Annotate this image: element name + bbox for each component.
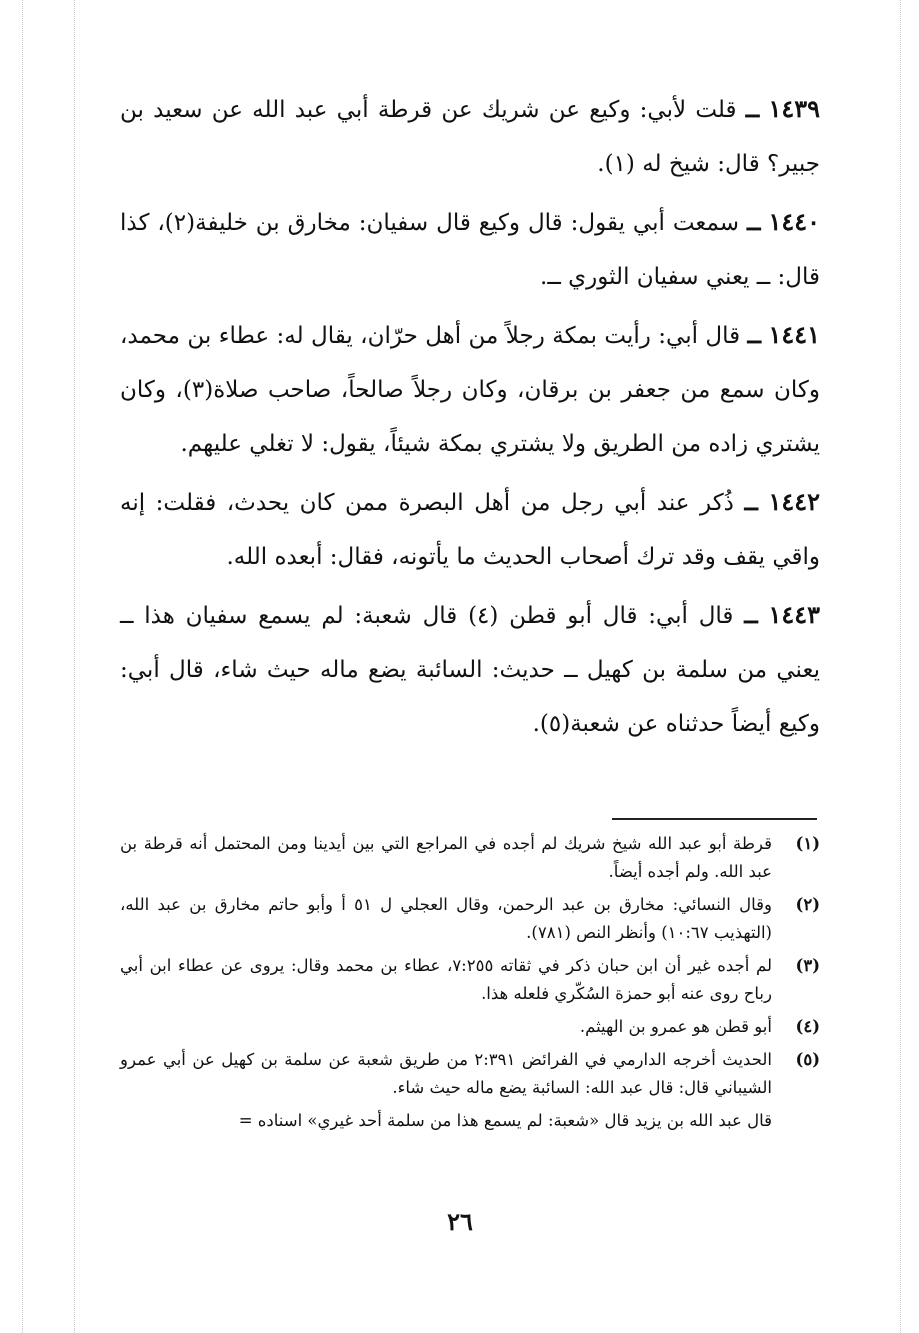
footnote-3	[120, 952, 820, 1008]
entry-number: ١٤٤٣	[768, 600, 821, 629]
entry-1441	[120, 308, 820, 471]
entry-text: قلت لأبي: وكيع عن شريك عن قرطة أبي عبد الله عن سعيد بن جبير؟ قال: شيخ له	[120, 97, 820, 177]
footnote-text: أبو قطن هو عمرو بن الهيثم.	[579, 1017, 772, 1036]
footnotes	[120, 830, 820, 1135]
entry-text: ذُكر عند أبي رجل من أهل البصرة ممن كان يحدث، فقلت: إنه واقي يقف وقد ترك أصحاب الحديث ما يأتونه، فقال: أبعده الله.	[120, 490, 820, 570]
scan-edge-line	[74, 0, 75, 1333]
main-text	[120, 82, 820, 755]
footnote-mark: (٥)	[795, 1050, 820, 1069]
entry-tail: .	[597, 151, 605, 177]
footnote-1	[120, 830, 820, 886]
entry-number: ١٤٤٠	[768, 207, 820, 236]
footnote-mark: (٣)	[795, 956, 820, 975]
entry-1440	[120, 195, 820, 304]
entry-tail: قال شعبة: لم يسمع سفيان هذا ــ يعني من سلمة بن كهيل ــ حديث: السائبة يضع ماله حيث شاء، قال أبي: وكيع أيضاً حدثناه عن شعبة	[120, 603, 820, 737]
footnote-ref: (٤)	[468, 603, 499, 629]
entry-text: سمعت أبي يقول: قال وكيع قال سفيان: مخارق بن خليفة	[195, 210, 740, 236]
entry-1439	[120, 82, 820, 191]
entry-tail: .	[532, 711, 540, 737]
entry-text: قال أبي: رأيت بمكة رجلاً من أهل حرّان، يقال له: عطاء بن محمد، وكان سمع من جعفر بن برقان، وكان رجلاً صالحاً، صاحب صلاة	[120, 323, 820, 403]
entry-1442	[120, 475, 820, 584]
scan-edge-line	[22, 0, 23, 1333]
footnote-ref: (٥)	[539, 711, 571, 737]
footnote-text: قرطة أبو عبد الله شيخ شريك لم أجده في المراجع التي بين أيدينا ومن المحتمل أنه قرطة بن عبد الله. ولم أجده أيضاً.	[120, 834, 772, 881]
entry-number: ١٤٤٢	[768, 487, 821, 516]
entry-dash: ــ	[747, 209, 761, 236]
page-number: ٢٦	[447, 1207, 473, 1236]
scan-edge-line	[900, 0, 901, 1333]
footnote-continuation: قال عبد الله بن يزيد قال «شعبة: لم يسمع هذا من سلمة أحد غيري» اسناده =	[238, 1111, 772, 1130]
entry-text: قال أبي: قال أبو قطن	[509, 603, 734, 629]
footnote-text: لم أجده غير أن ابن حبان ذكر في ثقاته ٧:٢٥٥، عطاء بن محمد وقال: يروى عن عطاء ابن أبي رباح روى عنه أبو حمزة السُكّري فلعله هذا.	[120, 956, 772, 1003]
footnote-mark: (٤)	[795, 1017, 820, 1036]
entry-dash: ــ	[745, 96, 760, 123]
entry-dash: ــ	[747, 322, 762, 349]
footnote-4	[120, 1013, 820, 1041]
footnote-text: وقال النسائي: مخارق بن عبد الرحمن، وقال العجلي ل ٥١ أ وأبو حاتم مخارق بن عبد الله، (التهذيب ١٠:٦٧) وأنظر النص (٧٨١).	[120, 895, 772, 942]
entry-dash: ــ	[744, 602, 758, 629]
entry-tail: ، كذا قال: ــ يعني سفيان الثوري ــ.	[120, 210, 820, 290]
entry-1443	[120, 588, 820, 751]
footnote-ref: (١)	[604, 151, 635, 177]
footnote-text: الحديث أخرجه الدارمي في الفرائض ٢:٣٩١ من طريق شعبة عن سلمة بن كهيل عن أبي عمرو الشيباني قال: قال عبد الله: السائبة يضع ماله حيث شاء.	[120, 1050, 772, 1097]
entry-number: ١٤٤١	[768, 320, 821, 349]
footnote-mark: (٢)	[795, 895, 820, 914]
footnote-ref: (٢)	[164, 210, 196, 236]
footnote-ref: (٣)	[182, 377, 214, 403]
entry-tail: ، وكان يشتري زاده من الطريق ولا يشتري بمكة شيئاً، يقول: لا تغلي عليهم.	[120, 377, 820, 457]
footnote-separator	[612, 818, 817, 820]
footnote-mark: (١)	[795, 834, 820, 853]
footnote-5	[120, 1046, 820, 1102]
entry-number: ١٤٣٩	[768, 94, 821, 123]
footnote-2	[120, 891, 820, 947]
entry-dash: ــ	[744, 489, 758, 516]
